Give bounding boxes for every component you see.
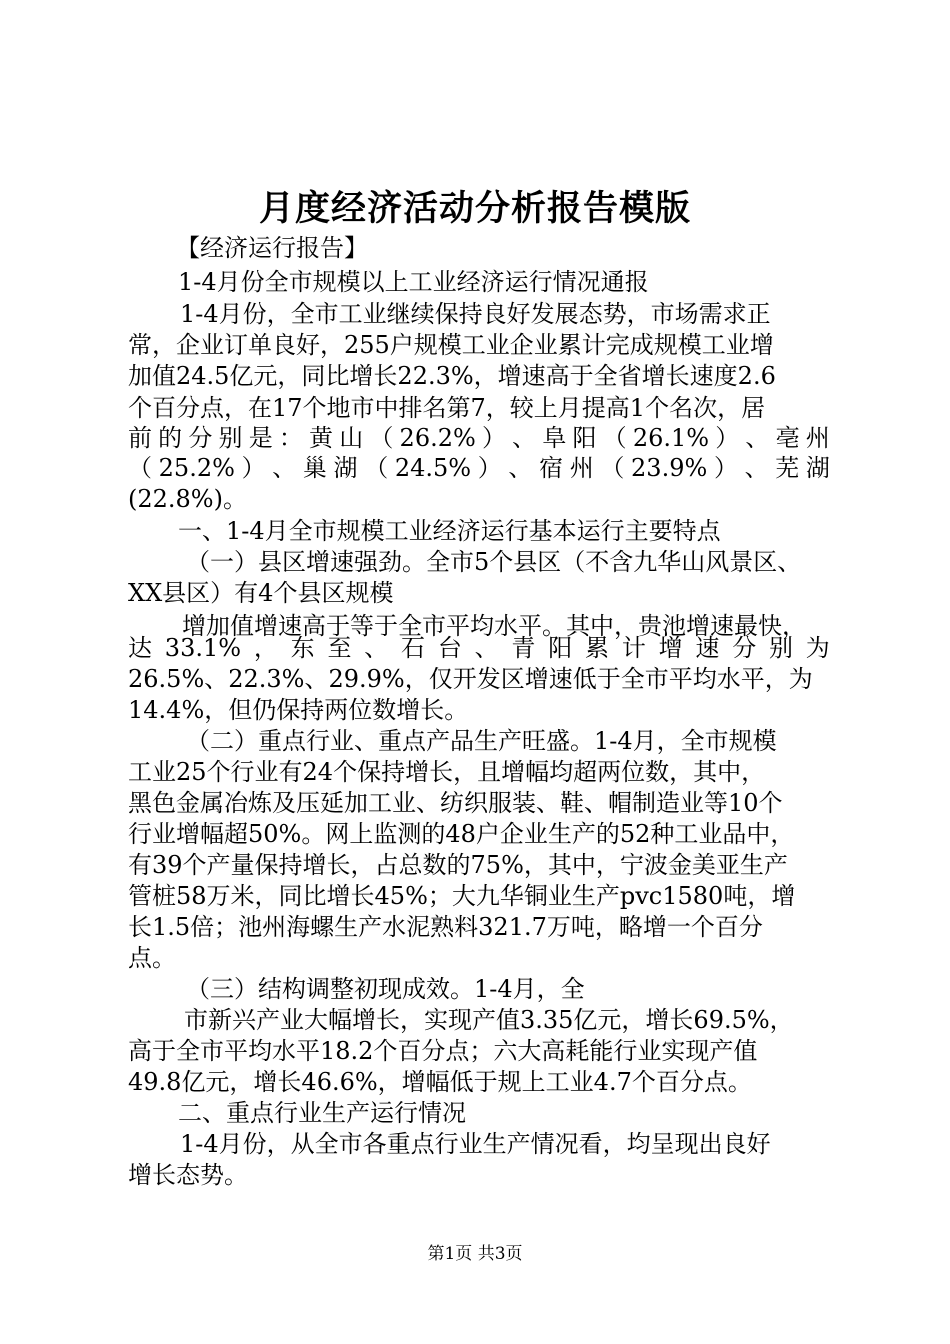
spread-token: 别: [218, 424, 243, 452]
spread-token: 别: [769, 634, 793, 662]
subsection-heading: （二）重点行业、重点产品生产旺盛。1-4月，全市规模: [186, 727, 777, 755]
paragraph-line: 增长态势。: [128, 1161, 248, 1189]
spread-token: 25.2%: [158, 454, 235, 482]
spread-line-1: [128, 422, 830, 454]
spread-token: 山: [339, 424, 364, 452]
spread-token: 黄: [309, 424, 334, 452]
spread-token: 至: [327, 634, 352, 662]
paragraph-line: 个百分点，在17个地市中排名第7，较上月提高1个名次，居: [128, 394, 766, 422]
spread-token: 芜: [775, 454, 800, 482]
spread-token: 阜: [542, 424, 567, 452]
paragraph-line: 49.8亿元，增长46.6%，增幅低于规上工业4.7个百分点。: [128, 1068, 752, 1096]
spread-token: 湖: [333, 454, 358, 482]
spread-token: 、: [364, 634, 389, 662]
spread-token: （: [600, 454, 625, 482]
paragraph-line: 市新兴产业大幅增长，实现产值3.35亿元，增长69.5%，: [184, 1006, 794, 1034]
spread-token: 增: [658, 634, 683, 662]
paragraph-line: 加值24.5亿元，同比增长22.3%，增速高于全省增长速度2.6: [128, 362, 776, 390]
spread-token: （: [602, 424, 627, 452]
spread-token: 分: [188, 424, 213, 452]
section-heading-1: 一、1-4月全市规模工业经济运行基本运行主要特点: [178, 517, 721, 545]
spread-token: 26.2%: [399, 424, 476, 452]
subsection-heading: （三）结构调整初现成效。1-4月，全: [186, 975, 585, 1003]
spread-token: 前: [128, 424, 152, 452]
spread-token: 是: [248, 424, 273, 452]
paragraph-line: 点。: [128, 944, 176, 972]
spread-line-2: [128, 452, 830, 484]
paragraph-line: (22.8%)。: [128, 485, 247, 513]
paragraph-line: 26.5%、22.3%、29.9%，仅开发区增速低于全市平均水平，为: [128, 665, 813, 693]
spread-token: （: [369, 424, 394, 452]
spread-token: ）: [481, 424, 506, 452]
section-heading-2: 二、重点行业生产运行情况: [178, 1099, 466, 1127]
paragraph-line: 管桩58万米，同比增长45%；大九华铜业生产pvc1580吨，增: [128, 882, 796, 910]
spread-token: （: [364, 454, 389, 482]
paragraph-line: 行业增幅超50%。网上监测的48户企业生产的52种工业品中，: [128, 820, 795, 848]
spread-token: 巢: [302, 454, 327, 482]
paragraph-line: 有39个产量保持增长，占总数的75%，其中，宁波金美亚生产: [128, 851, 788, 879]
spread-token: 的: [158, 424, 183, 452]
spread-token: 累: [585, 634, 610, 662]
spread-token: ，: [253, 634, 278, 662]
spread-token: 23.9%: [631, 454, 708, 482]
paragraph-line: 14.4%，但仍保持两位数增长。: [128, 696, 469, 724]
spread-token: 宿: [539, 454, 564, 482]
spread-token: 计: [621, 634, 646, 662]
spread-token: 、: [744, 454, 769, 482]
spread-token: 州: [569, 454, 594, 482]
paragraph-line: 黑色金属冶炼及压延加工业、纺织服装、鞋、帽制造业等10个: [128, 789, 783, 817]
spread-token: 分: [732, 634, 757, 662]
spread-token: 速: [695, 634, 720, 662]
spread-token: 、: [272, 454, 297, 482]
spread-token: 东: [290, 634, 315, 662]
spread-token: 阳: [548, 634, 573, 662]
spread-line-3: [128, 632, 830, 664]
spread-token: 台: [437, 634, 462, 662]
spread-token: 、: [474, 634, 499, 662]
spread-token: 阳: [572, 424, 597, 452]
section-label: 【经济运行报告】: [176, 234, 368, 262]
spread-token: 33.1%: [164, 634, 242, 662]
spread-token: 、: [745, 424, 770, 452]
spread-token: ：: [278, 424, 303, 452]
report-heading: 1-4月份全市规模以上工业经济运行情况通报: [178, 268, 649, 296]
spread-token: 26.1%: [632, 424, 710, 452]
spread-token: 石: [401, 634, 426, 662]
paragraph-line: 1-4月份，全市工业继续保持良好发展态势，市场需求正: [180, 300, 771, 328]
spread-token: 为: [805, 634, 830, 662]
spread-token: 、: [512, 424, 537, 452]
spread-token: 达: [128, 634, 152, 662]
spread-token: ）: [241, 454, 266, 482]
spread-token: 、: [508, 454, 533, 482]
spread-token: 24.5%: [394, 454, 472, 482]
spread-token: 湖: [805, 454, 830, 482]
paragraph-line: 长1.5倍；池州海螺生产水泥熟料321.7万吨，略增一个百分: [128, 913, 763, 941]
spread-token: ）: [477, 454, 502, 482]
spread-token: 州: [805, 424, 830, 452]
spread-token: ）: [713, 454, 738, 482]
paragraph-line: 增加值增速高于等于全市平均水平。其中，贵池增速最快，: [182, 612, 806, 640]
page-number-footer: 第1页 共3页: [427, 1244, 523, 1264]
spread-token: （: [128, 454, 152, 482]
paragraph-line: 高于全市平均水平18.2个百分点；六大高耗能行业实现产值: [128, 1037, 758, 1065]
paragraph-line: 常，企业订单良好，255户规模工业企业累计完成规模工业增: [128, 331, 774, 359]
spread-token: 亳: [775, 424, 800, 452]
document-title: 月度经济活动分析报告模版: [258, 188, 691, 229]
paragraph-line: 1-4月份，从全市各重点行业生产情况看，均呈现出良好: [180, 1130, 771, 1158]
paragraph-line: 工业25个行业有24个保持增长，且增幅均超两位数，其中，: [128, 758, 766, 786]
spread-token: 青: [511, 634, 536, 662]
paragraph-line: XX县区）有4个县区规模: [128, 579, 394, 607]
spread-token: ）: [715, 424, 740, 452]
subsection-heading: （一）县区增速强劲。全市5个县区（不含九华山风景区、: [186, 548, 802, 576]
